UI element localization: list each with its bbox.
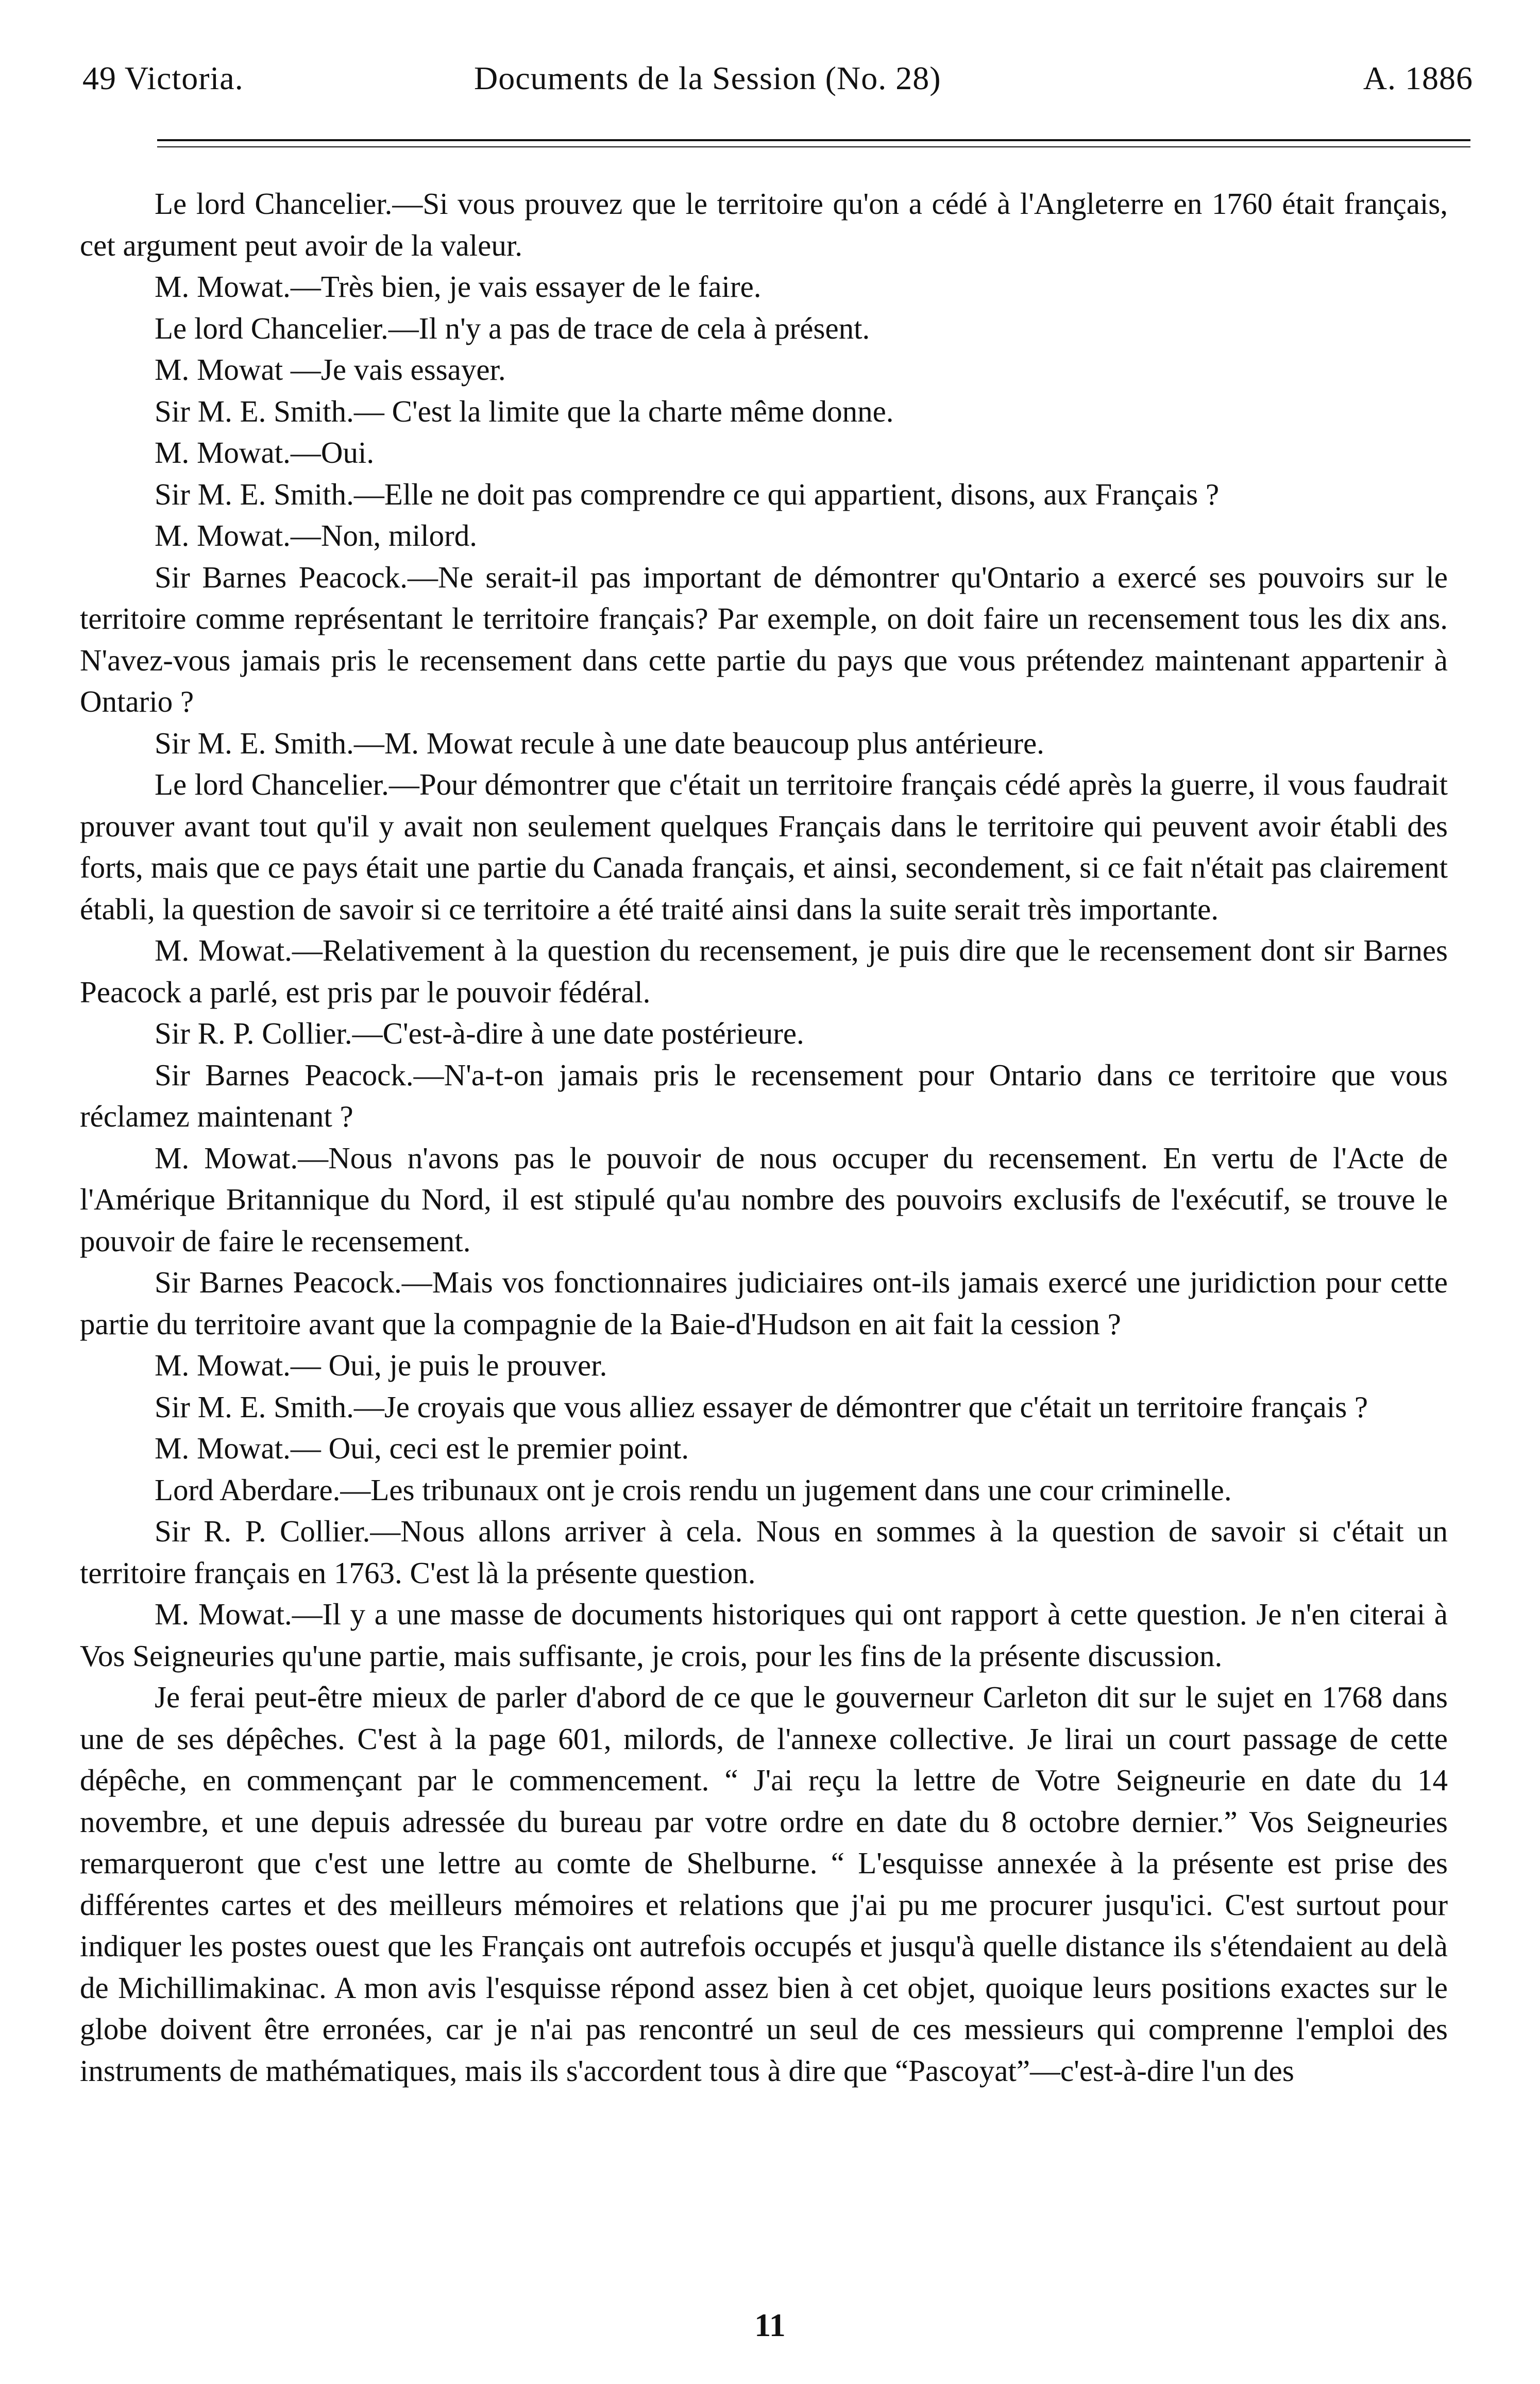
paragraph: Je ferai peut-être mieux de parler d'abord de ce que le gouverneur Carleton dit sur le sujet en 1768 dans une de ses dépêches. C'est à la page 601, milords, de l'annexe collective. Je lirai un court passage de cette dépêche, en commençant par le commencement. “ J'ai reçu la lettre de Votre Seigneurie en date du 14 novembre, et une depuis adressée du bureau par votre ordre en date du 8 octobre dernier.” Vos Seigneuries remarqueront que c'est une lettre au comte de Shelburne. “ L'esquisse annexée à la présente est prise des différentes cartes et des meilleurs mémoires et relations que j'ai pu me procurer jusqu'ici. C'est surtout pour indiquer les postes ouest que les Français ont autrefois occupés et jusqu'à quelle distance ils s'étendaient au delà de Michillimakinac. A mon avis l'esquisse répond assez bien à cet objet, quoique leurs positions exactes sur le globe doivent être erronées, car je n'ai pas rencontré un seul de ces messieurs qui comprenne l'emploi des instruments de mathématiques, mais ils s'accordent tous à dire que “Pascoyat”—c'est-à-dire l'un des bbox=[80, 1680, 1448, 2088]
header-rule-thin bbox=[157, 146, 1470, 147]
header-title: Documents de la Session (No. 28) bbox=[474, 60, 941, 96]
paragraph: Le lord Chancelier.—Il n'y a pas de trace de cela à présent. bbox=[155, 311, 870, 345]
header-session: 49 Victoria. bbox=[82, 60, 244, 96]
paragraph: Sir M. E. Smith.—Je croyais que vous alliez essayer de démontrer que c'était un territoire français ? bbox=[155, 1389, 1368, 1424]
paragraph: Sir R. P. Collier.—Nous allons arriver à cela. Nous en sommes à la question de savoir si c'était un territoire français en 1763. C'est là la présente question. bbox=[80, 1514, 1448, 1590]
paragraph: M. Mowat.— Oui, je puis le prouver. bbox=[155, 1348, 607, 1382]
paragraph: Sir R. P. Collier.—C'est-à-dire à une date postérieure. bbox=[155, 1016, 804, 1050]
paragraph: Sir M. E. Smith.— C'est la limite que la charte même donne. bbox=[155, 394, 894, 428]
paragraph: Lord Aberdare.—Les tribunaux ont je crois rendu un jugement dans une cour criminelle. bbox=[155, 1472, 1232, 1507]
paragraph: M. Mowat.—Il y a une masse de documents historiques qui ont rapport à cette question. Je n'en citerai à Vos Seigneuries qu'une partie, mais suffisante, je crois, pour les fins de la présente discussion. bbox=[80, 1597, 1448, 1673]
paragraph: Sir M. E. Smith.—Elle ne doit pas comprendre ce qui appartient, disons, aux Français ? bbox=[155, 477, 1220, 511]
paragraph: M. Mowat.— Oui, ceci est le premier point. bbox=[155, 1431, 689, 1465]
paragraph: Le lord Chancelier.—Si vous prouvez que le territoire qu'on a cédé à l'Angleterre en 1760 était français, cet argument peut avoir de la valeur. bbox=[80, 187, 1448, 262]
paragraph: M. Mowat.—Oui. bbox=[155, 435, 375, 469]
paragraph: Le lord Chancelier.—Pour démontrer que c'était un territoire français cédé après la guerre, il vous faudrait prouver avant tout qu'il y avait non seulement quelques Français dans le territoire qui peuvent avoir établi des forts, mais que ce pays était une partie du Canada français, et ainsi, secondement, si ce fait n'était pas clairement établi, la question de savoir si ce territoire a été traité ainsi dans la suite serait très importante. bbox=[80, 767, 1448, 926]
paragraph: Sir M. E. Smith.—M. Mowat recule à une date beaucoup plus antérieure. bbox=[155, 726, 1044, 760]
page-number: 11 bbox=[754, 2307, 786, 2343]
paragraph: M. Mowat.—Non, milord. bbox=[155, 518, 478, 552]
paragraph: M. Mowat —Je vais essayer. bbox=[155, 352, 506, 387]
paragraph: M. Mowat.—Relativement à la question du recensement, je puis dire que le recensement dont sir Barnes Peacock a parlé, est pris par le pouvoir fédéral. bbox=[80, 933, 1448, 1009]
paragraph: Sir Barnes Peacock.—Ne serait-il pas important de démontrer qu'Ontario a exercé ses pouvoirs sur le territoire comme représentant le territoire français? Par exemple, on doit faire un recensement tous les dix ans. N'avez-vous jamais pris le recensement dans cette partie du pays que vous prétendez maintenant appartenir à Ontario ? bbox=[80, 560, 1448, 718]
running-header bbox=[82, 59, 1473, 116]
header-year: A. 1886 bbox=[1363, 60, 1473, 96]
paragraph: Sir Barnes Peacock.—N'a-t-on jamais pris le recensement pour Ontario dans ce territoire que vous réclamez maintenant ? bbox=[80, 1057, 1448, 1133]
paragraph: M. Mowat.—Très bien, je vais essayer de le faire. bbox=[155, 270, 761, 304]
header-rule-thick bbox=[157, 139, 1470, 141]
page-body bbox=[80, 183, 1448, 2091]
paragraph: M. Mowat.—Nous n'avons pas le pouvoir de nous occuper du recensement. En vertu de l'Acte de l'Amérique Britannique du Nord, il est stipulé qu'au nombre des pouvoirs exclusifs de l'exécutif, se trouve le pouvoir de faire le recensement. bbox=[80, 1140, 1448, 1258]
paragraph: Sir Barnes Peacock.—Mais vos fonctionnaires judiciaires ont-ils jamais exercé une juridiction pour cette partie du territoire avant que la compagnie de la Baie-d'Hudson en ait fait la cession ? bbox=[80, 1265, 1448, 1341]
